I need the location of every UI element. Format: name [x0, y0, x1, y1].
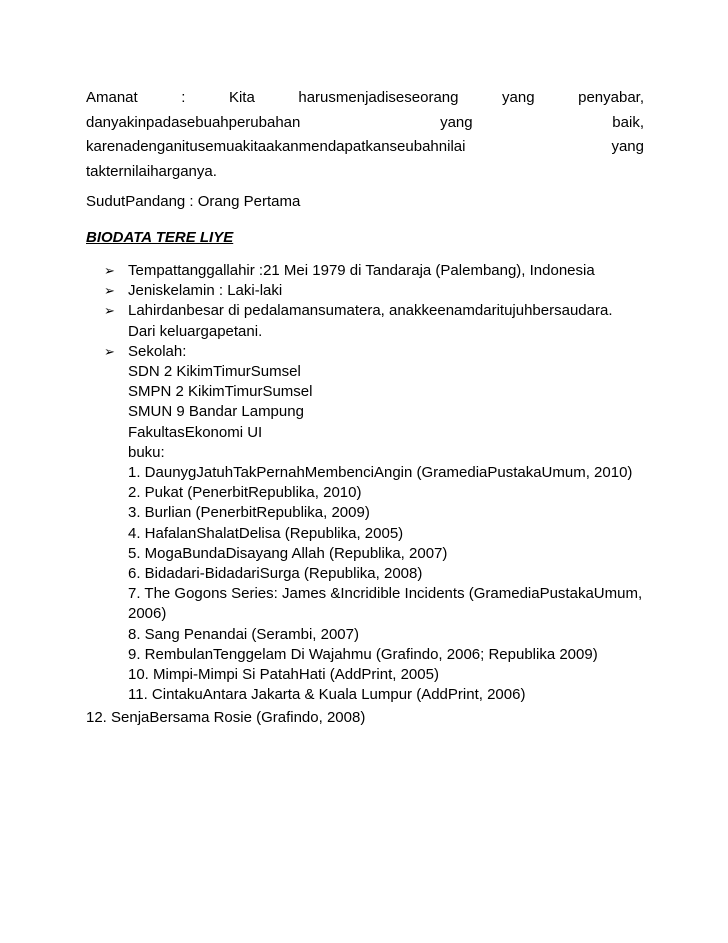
- book-item: 8. Sang Penandai (Serambi, 2007): [128, 625, 359, 643]
- school-item: FakultasEkonomi UI: [128, 423, 263, 441]
- book-item: 2. Pukat (PenerbitRepublika, 2010): [128, 484, 362, 502]
- word: :: [181, 89, 186, 106]
- sudut-pandang: SudutPandang : Orang Pertama: [86, 193, 301, 210]
- book-item: 2006): [128, 605, 167, 623]
- book-item: 4. HafalanShalatDelisa (Republika, 2005): [128, 524, 404, 542]
- word: harusmenjadiseseorang: [298, 89, 459, 106]
- book-item: 9. RembulanTenggelam Di Wajahmu (Grafindo, 2006; Republika 2009): [128, 645, 598, 663]
- amanat-paragraph: [86, 86, 644, 184]
- arrow-bullet-icon: ➢: [104, 303, 115, 319]
- amanat-line: [86, 86, 644, 111]
- word: danyakinpadasebuahperubahan: [86, 113, 301, 131]
- bullet-continuation: Dari keluargapetani.: [128, 322, 263, 340]
- word: yang: [502, 89, 535, 106]
- amanat-line: [86, 135, 644, 160]
- arrow-bullet-icon: ➢: [104, 283, 115, 299]
- arrow-bullet-icon: ➢: [104, 343, 115, 359]
- arrow-bullet-icon: ➢: [104, 263, 115, 278]
- school-item: SMPN 2 KikimTimurSumsel: [128, 383, 313, 401]
- bullet-item: [104, 281, 664, 301]
- school-item: SDN 2 KikimTimurSumsel: [128, 363, 301, 381]
- word: Kita: [228, 89, 255, 106]
- word: yang: [440, 113, 473, 131]
- word: Amanat: [86, 89, 138, 106]
- book-item: 3. Burlian (PenerbitRepublika, 2009): [128, 504, 370, 522]
- book-item: 10. Mimpi-Mimpi Si PatahHati (AddPrint, 2005): [128, 666, 439, 684]
- biodata-list: [104, 261, 664, 705]
- book-item: 11. CintakuAntara Jakarta & Kuala Lumpur (AddPrint, 2006): [128, 686, 526, 704]
- book-item: 7. The Gogons Series: James &Incridible Incidents (GramediaPustakaUmum,: [128, 585, 643, 603]
- bullet-item: [104, 342, 664, 362]
- book-item: 5. MogaBundaDisayang Allah (Republika, 2007): [128, 544, 448, 562]
- bullet-item: [104, 261, 664, 281]
- amanat-line: [86, 111, 644, 136]
- biodata-title: BIODATA TERE LIYE: [86, 229, 234, 246]
- book-item: 6. Bidadari-BidadariSurga (Republika, 2008): [128, 565, 423, 583]
- amanat-line: [86, 160, 644, 185]
- bullet-item: [104, 301, 664, 321]
- bullet-text: Lahirdanbesar di pedalamansumatera, anakkeenamdaritujuhbersaudara.: [128, 302, 613, 320]
- bullet-text: Tempattanggallahir :21 Mei 1979 di Tandaraja (Palembang), Indonesia: [128, 262, 595, 279]
- word: takternilaiharganya.: [86, 162, 217, 180]
- book-item: 12. SenjaBersama Rosie (Grafindo, 2008): [86, 709, 366, 726]
- word: karenadenganitusemuakitaakanmendapatkanseubahnilai: [86, 138, 466, 155]
- bullet-text: Sekolah:: [128, 342, 187, 360]
- book-item: 1. DaunygJatuhTakPernahMembenciAngin (GramediaPustakaUmum, 2010): [128, 464, 633, 482]
- word: baik,: [612, 113, 644, 131]
- bullet-text: Jeniskelamin : Laki-laki: [128, 282, 283, 300]
- books-label: buku:: [128, 443, 165, 461]
- word: penyabar,: [578, 89, 644, 106]
- school-item: SMUN 9 Bandar Lampung: [128, 403, 304, 421]
- word: yang: [611, 138, 644, 155]
